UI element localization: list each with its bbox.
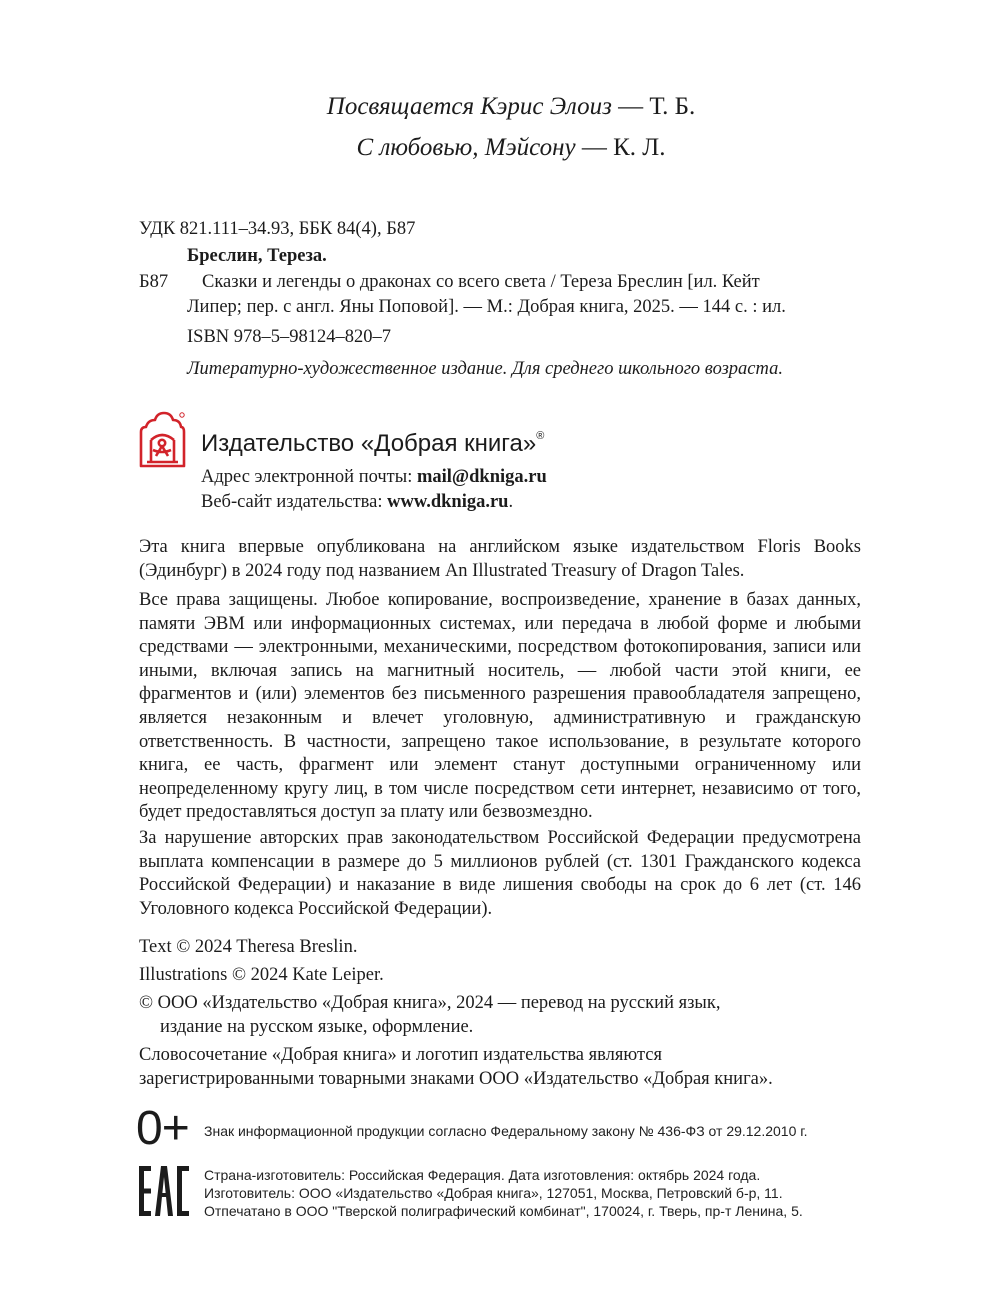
publisher-name [201,430,544,458]
trademark-line-2: зарегистрированными товарными знаками ООО «Издательство «Добрая книга». [139,1069,773,1089]
eac-mark-icon [139,1166,189,1216]
illustrations-copyright: Illustrations © 2024 Kate Leiper. [139,965,384,985]
dedication-1-text: Посвящается Кэрис Элоиз [326,93,612,120]
udk-line: УДК 821.111–34.93, ББК 84(4), Б87 [139,219,416,239]
age-rating-text: Знак информационной продукции согласно Федеральному закону № 436-ФЗ от 29.12.2010 г. [204,1123,808,1139]
site-link[interactable]: www.dkniga.ru [387,492,509,512]
age-rating-mark: 0+ [136,1102,189,1155]
first-publication-paragraph: Эта книга впервые опубликована на английском языке издательством Floris Books (Эдинбург) в 2024 году под названием An Illustrated Treasury of Dragon Tales. [139,537,861,581]
publisher-site-line [201,490,513,514]
publisher-logo-icon [138,410,186,468]
catalog-desc-line-1: Сказки и легенды о драконах со всего света / Тереза Бреслин [ил. Кейт [202,272,760,292]
isbn: ISBN 978–5–98124–820–7 [187,327,392,347]
ooo-copyright-line-2: издание на русском языке, оформление. [160,1017,474,1037]
printer-line: Отпечатано в ООО "Тверской полиграфический комбинат", 170024, г. Тверь, пр-т Ленина, 5. [204,1203,803,1219]
catalog-author: Бреслин, Тереза. [187,246,327,266]
catalog-desc-line-2: Липер; пер. с англ. Яны Поповой]. — М.: Добрая книга, 2025. — 144 с. : ил. [187,297,786,317]
site-label: Веб-сайт издательства: [201,492,388,512]
manufacturer-line: Изготовитель: ООО «Издательство «Добрая книга», 127051, Москва, Петровский б-р, 11. [204,1185,783,1201]
penalty-paragraph: За нарушение авторских прав законодательством Российской Федерации предусмотрена выплата компенсации в размере до 5 миллионов рублей (ст. 1301 Гражданского кодекса Российской Федерации) и наказание в виде лишения свободы на срок до 6 лет (ст. 146 Уголовного кодекса Российской Федерации). [139,828,861,919]
dedication-line-2 [0,134,1000,162]
publisher-name-text: Издательство «Добрая книга» [201,430,537,457]
dedication-2-initials: — К. Л. [575,134,666,161]
edition-note: Литературно-художественное издание. Для среднего школьного возраста. [187,359,783,379]
dedication-2-text: С любовью, Мэйсону [356,134,576,161]
site-suffix: . [508,492,514,512]
email-link[interactable]: mail@dkniga.ru [416,467,547,487]
ooo-copyright-line-1: © ООО «Издательство «Добрая книга», 2024 — перевод на русский язык, [139,993,721,1013]
text-copyright: Text © 2024 Theresa Breslin. [139,937,358,957]
dedication-1-initials: — Т. Б. [611,93,696,120]
catalog-code: Б87 [139,272,169,292]
publisher-email-line [201,465,547,489]
rights-paragraph: Все права защищены. Любое копирование, воспроизведение, хранение в базах данных, памяти ЭВМ или информационных системах, или передача в любой форме и любыми средствами — электронными, механическими, посредством фотокопирования, записи или иными, включая запись на магнитный носитель, — любой части этой книги, ее фрагментов и (или) элементов без письменного разрешения правообладателя запрещено, является незаконным и влечет уголовную, административную и гражданскую ответственность. В частности, запрещено такое использование, в результате которого книга, ее часть, фрагмент или элемент станут доступными ограниченному или неопределенному кругу лиц, в том числе посредством сети интернет, независимо от того, будет предоставляться доступ за плату или безвозмездно. [139,590,861,823]
email-label: Адрес электронной почты: [201,467,417,487]
trademark-line-1: Словосочетание «Добрая книга» и логотип издательства являются [139,1045,662,1065]
manufacturer-country-line: Страна-изготовитель: Российская Федерация. Дата изготовления: октябрь 2024 года. [204,1167,761,1183]
dedication-line-1 [0,93,1000,121]
registered-mark: ® [536,430,545,442]
